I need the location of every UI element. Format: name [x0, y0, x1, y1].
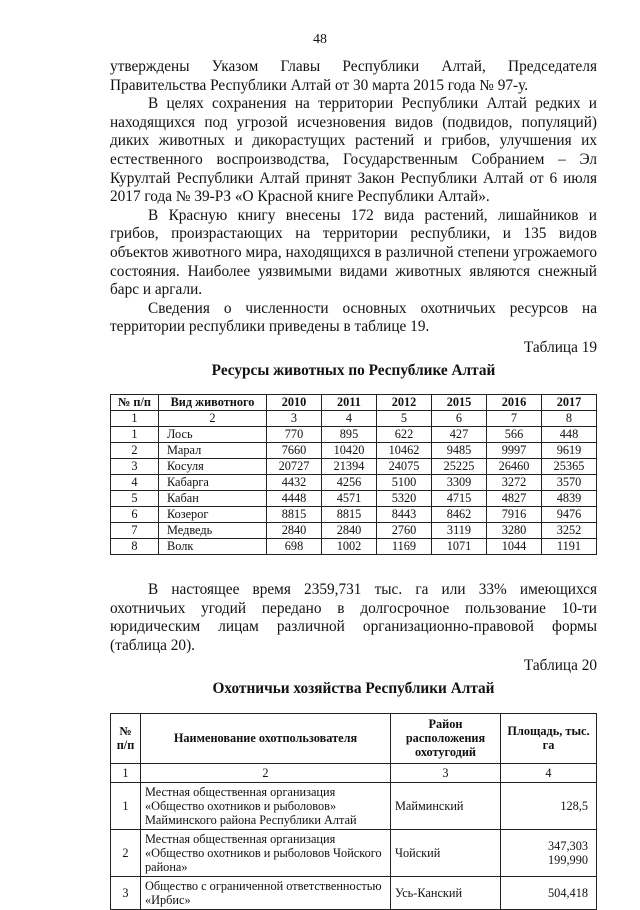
table-row: [111, 782, 597, 829]
table-19-header-row: [111, 395, 597, 411]
animal-name-cell: Лось: [159, 427, 267, 443]
table-cell: 1044: [487, 539, 542, 555]
table-cell: 3272: [487, 475, 542, 491]
district-cell: Чойский: [391, 829, 501, 876]
paragraph-4: Сведения о численности основных охотничьих ресурсов на территории республики приведены в таблице 19.: [110, 299, 597, 336]
table-20-caption: Таблица 20: [523, 657, 597, 675]
table-cell: 4256: [322, 475, 377, 491]
table-19-header: 2016: [487, 395, 542, 411]
table-cell: 21394: [322, 459, 377, 475]
page-number: 48: [313, 32, 327, 47]
table-cell: 3119: [432, 523, 487, 539]
hunter-organization-cell: Общество с ограниченной ответственностью «Ирбис»: [141, 876, 391, 909]
table-cell: 2840: [322, 523, 377, 539]
table-cell: 4: [111, 475, 159, 491]
table-19-colnum: 4: [322, 411, 377, 427]
animal-name-cell: Марал: [159, 443, 267, 459]
animal-name-cell: Козерог: [159, 507, 267, 523]
table-cell: 5320: [377, 491, 432, 507]
table-cell: 3309: [432, 475, 487, 491]
animal-name-cell: Волк: [159, 539, 267, 555]
table-cell: 25365: [542, 459, 597, 475]
area-value: 128,5: [560, 798, 588, 813]
table-cell: 4432: [267, 475, 322, 491]
table-cell: 7660: [267, 443, 322, 459]
table-cell: 8443: [377, 507, 432, 523]
table-cell: 4827: [487, 491, 542, 507]
table-20-colnum: 1: [111, 763, 141, 782]
table-19-title: Ресурсы животных по Республике Алтай: [211, 361, 496, 379]
table-20-colnum: 3: [391, 763, 501, 782]
table-19-colnum-row: [111, 411, 597, 427]
table-cell: 8815: [322, 507, 377, 523]
area-cell: [501, 829, 597, 876]
animal-name-cell: Медведь: [159, 523, 267, 539]
table-cell: 6: [111, 507, 159, 523]
table-cell: 1071: [432, 539, 487, 555]
row-number-cell: 3: [111, 876, 141, 909]
paragraph-2: В целях сохранения на территории Республики Алтай редких и находящихся под угрозой исчезновения видов (подвидов, популяций) диких животных и дикорастущих растений и грибов, улучшения их естественного воспроизводства, Государственным Собранием – Эл Курултай Республики Алтай принят Закон Республики Алтай от 6 июля 2017 года № 39-РЗ «О Красной книге Республики Алтай».: [110, 95, 597, 206]
table-cell: 3280: [487, 523, 542, 539]
table-20: [110, 713, 597, 910]
table-cell: 1169: [377, 539, 432, 555]
table-19: [110, 394, 597, 555]
area-value-secondary: 199,990: [548, 852, 588, 867]
table-cell: 7916: [487, 507, 542, 523]
table-cell: 427: [432, 427, 487, 443]
area-cell: [501, 782, 597, 829]
table-cell: 895: [322, 427, 377, 443]
table-cell: 2840: [267, 523, 322, 539]
table-cell: 25225: [432, 459, 487, 475]
table-19-colnum: 6: [432, 411, 487, 427]
table-cell: 9485: [432, 443, 487, 459]
table-row: [111, 475, 597, 491]
table-cell: 24075: [377, 459, 432, 475]
table-row: [111, 876, 597, 909]
table-19-colnum: 3: [267, 411, 322, 427]
table-row: [111, 427, 597, 443]
animal-name-cell: Кабан: [159, 491, 267, 507]
area-value: 347,303: [548, 838, 588, 853]
table-cell: 10420: [322, 443, 377, 459]
table-row: [111, 507, 597, 523]
table-19-header: 2015: [432, 395, 487, 411]
table-cell: 5: [111, 491, 159, 507]
table-cell: 7: [111, 523, 159, 539]
table-cell: 8462: [432, 507, 487, 523]
table-20-colnum: 4: [501, 763, 597, 782]
table-20-colnum-row: [111, 763, 597, 782]
table-cell: 1: [111, 427, 159, 443]
table-20-header-row: [111, 713, 597, 763]
table-cell: 1002: [322, 539, 377, 555]
table-cell: 566: [487, 427, 542, 443]
table-20-header: Район расположения охотугодий: [391, 713, 501, 763]
district-cell: Майминский: [391, 782, 501, 829]
table-cell: 9997: [487, 443, 542, 459]
table-20-title: Охотничьи хозяйства Республики Алтай: [212, 680, 495, 698]
table-cell: 3252: [542, 523, 597, 539]
table-cell: 1191: [542, 539, 597, 555]
table-cell: 4448: [267, 491, 322, 507]
table-20-header: № п/п: [111, 713, 141, 763]
area-cell: [501, 876, 597, 909]
table-19-colnum: 2: [159, 411, 267, 427]
table-cell: 8815: [267, 507, 322, 523]
table-row: [111, 443, 597, 459]
table-19-colnum: 7: [487, 411, 542, 427]
table-19-header: 2017: [542, 395, 597, 411]
table-19-colnum: 8: [542, 411, 597, 427]
table-row: [111, 491, 597, 507]
table-cell: 3570: [542, 475, 597, 491]
table-19-header: № п/п: [111, 395, 159, 411]
table-cell: 5100: [377, 475, 432, 491]
table-cell: 2: [111, 443, 159, 459]
table-cell: 2760: [377, 523, 432, 539]
table-cell: 622: [377, 427, 432, 443]
table-cell: 448: [542, 427, 597, 443]
district-cell: Усь-Канский: [391, 876, 501, 909]
row-number-cell: 1: [111, 782, 141, 829]
paragraph-3: В Красную книгу внесены 172 вида растений, лишайников и грибов, произрастающих на территории республики, и 135 видов объектов животного мира, находящихся в различной степени угрожаемого состояния. Наиболее уязвимыми видами животных являются снежный барс и аргали.: [110, 206, 597, 299]
table-cell: 4571: [322, 491, 377, 507]
table-row: [111, 459, 597, 475]
table-row: [111, 829, 597, 876]
table-cell: 8: [111, 539, 159, 555]
hunter-organization-cell: Местная общественная организация «Общество охотников и рыболовов Чойского района»: [141, 829, 391, 876]
document-body: [110, 58, 597, 910]
area-value: 504,418: [548, 885, 588, 900]
table-19-header: 2010: [267, 395, 322, 411]
table-cell: 698: [267, 539, 322, 555]
table-cell: 10462: [377, 443, 432, 459]
animal-name-cell: Косуля: [159, 459, 267, 475]
table-cell: 4715: [432, 491, 487, 507]
table-cell: 26460: [487, 459, 542, 475]
table-20-colnum: 2: [141, 763, 391, 782]
table-row: [111, 539, 597, 555]
table-row: [111, 523, 597, 539]
table-cell: 9619: [542, 443, 597, 459]
table-20-header: Наименование охотпользователя: [141, 713, 391, 763]
table-cell: 4839: [542, 491, 597, 507]
table-cell: 20727: [267, 459, 322, 475]
row-number-cell: 2: [111, 829, 141, 876]
table-cell: 3: [111, 459, 159, 475]
table-19-colnum: 1: [111, 411, 159, 427]
hunter-organization-cell: Местная общественная организация «Общество охотников и рыболовов» Майминского района Республики Алтай: [141, 782, 391, 829]
table-19-colnum: 5: [377, 411, 432, 427]
paragraph-1: утверждены Указом Главы Республики Алтай, Председателя Правительства Республики Алтай от 30 марта 2015 года № 97-у.: [110, 58, 597, 94]
table-19-caption: Таблица 19: [523, 338, 597, 356]
animal-name-cell: Кабарга: [159, 475, 267, 491]
paragraph-5: В настоящее время 2359,731 тыс. га или 33% имеющихся охотничьих угодий передано в долгосрочное пользование 10-ти юридическим лицам различной организационно-правовой формы (таблица 20).: [110, 581, 597, 654]
table-19-header: 2012: [377, 395, 432, 411]
table-19-header: 2011: [322, 395, 377, 411]
table-cell: 770: [267, 427, 322, 443]
table-19-header: Вид животного: [159, 395, 267, 411]
table-cell: 9476: [542, 507, 597, 523]
table-20-header: Площадь, тыс. га: [501, 713, 597, 763]
